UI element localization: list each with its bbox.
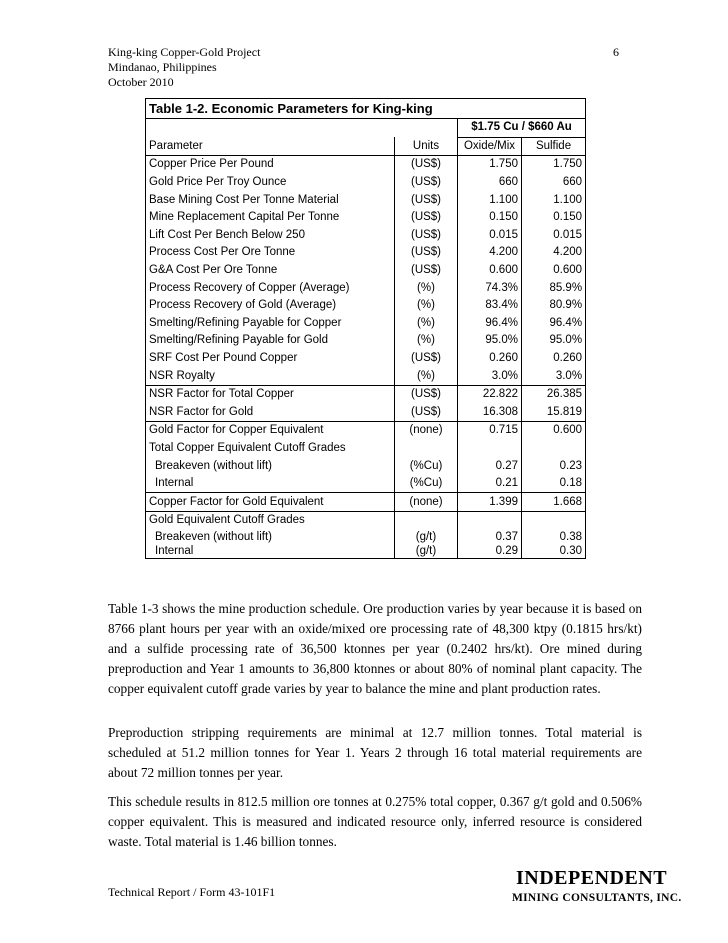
cell-parameter: Gold Price Per Troy Ounce	[146, 174, 395, 192]
economic-parameters-table	[145, 98, 585, 559]
cell-parameter: Breakeven (without lift)	[146, 457, 395, 475]
table-row	[146, 350, 586, 368]
cell-oxide-mix: 1.399	[458, 493, 522, 512]
cell-sulfide: 95.0%	[522, 332, 586, 350]
cell-parameter: Process Recovery of Gold (Average)	[146, 297, 395, 315]
price-header: $1.75 Cu / $660 Au	[458, 119, 586, 138]
cell-sulfide: 96.4%	[522, 315, 586, 333]
cell-sulfide: 660	[522, 174, 586, 192]
cell-units: (US$)	[395, 191, 458, 209]
cell-units: (US$)	[395, 404, 458, 422]
cell-sulfide	[522, 440, 586, 458]
cell-units: (US$)	[395, 156, 458, 174]
col-header-oxide: Oxide/Mix	[458, 137, 522, 156]
cell-sulfide: 15.819	[522, 404, 586, 422]
cell-oxide-mix: 1.750	[458, 156, 522, 174]
header-project: King-king Copper-Gold Project	[108, 45, 261, 59]
table-row	[146, 174, 586, 192]
company-logo-subtitle: MINING CONSULTANTS, INC.	[512, 892, 682, 904]
cell-sulfide: 0.30	[522, 544, 586, 559]
cell-sulfide: 3.0%	[522, 367, 586, 385]
cell-sulfide: 0.18	[522, 475, 586, 493]
cell-sulfide: 1.750	[522, 156, 586, 174]
cell-oxide-mix: 0.37	[458, 530, 522, 544]
col-header-parameter: Parameter	[146, 137, 395, 156]
cell-oxide-mix: 4.200	[458, 244, 522, 262]
cell-units: (US$)	[395, 244, 458, 262]
cell-parameter: Total Copper Equivalent Cutoff Grades	[146, 440, 395, 458]
table-row	[146, 191, 586, 209]
cell-oxide-mix: 0.21	[458, 475, 522, 493]
cell-parameter: Smelting/Refining Payable for Gold	[146, 332, 395, 350]
cell-parameter: Gold Equivalent Cutoff Grades	[146, 512, 395, 530]
cell-units: (%Cu)	[395, 475, 458, 493]
cell-parameter: SRF Cost Per Pound Copper	[146, 350, 395, 368]
cell-parameter: G&A Cost Per Ore Tonne	[146, 262, 395, 280]
table-row	[146, 530, 586, 544]
cell-units: (%)	[395, 367, 458, 385]
cell-oxide-mix: 0.600	[458, 262, 522, 280]
cell-units: (%)	[395, 332, 458, 350]
cell-parameter: Copper Price Per Pound	[146, 156, 395, 174]
table-row	[146, 209, 586, 227]
cell-units: (US$)	[395, 262, 458, 280]
cell-sulfide: 1.100	[522, 191, 586, 209]
cell-units	[395, 440, 458, 458]
cell-parameter: Process Cost Per Ore Tonne	[146, 244, 395, 262]
footer-report-title: Technical Report / Form 43-101F1	[108, 885, 276, 899]
cell-units: (US$)	[395, 209, 458, 227]
cell-sulfide: 0.23	[522, 457, 586, 475]
cell-sulfide: 1.668	[522, 493, 586, 512]
paragraph-1: Table 1-3 shows the mine production schedule. Ore production varies by year because it is based on 8766 plant hours per year with an oxide/mixed ore processing rate of 48,300 ktpy (0.1815 hrs/kt) and a sulfide processing rate of 36,500 ktonnes per year (0.2402 hrs/kt). Ore mined during preproduction and Year 1 amounts to 36,800 ktonnes or about 80% of nominal plant capacity. The copper equivalent cutoff grade varies by year to balance the mine and plant production rates.	[108, 601, 642, 696]
table-row	[146, 262, 586, 280]
cell-sulfide: 0.150	[522, 209, 586, 227]
table-title: Table 1-2. Economic Parameters for King-king	[146, 99, 586, 119]
cell-parameter: Copper Factor for Gold Equivalent	[146, 493, 395, 512]
cell-units: (US$)	[395, 385, 458, 403]
table-row	[146, 279, 586, 297]
cell-parameter: Breakeven (without lift)	[146, 530, 395, 544]
cell-units: (none)	[395, 493, 458, 512]
cell-oxide-mix: 83.4%	[458, 297, 522, 315]
paragraph-3: This schedule results in 812.5 million ore tonnes at 0.275% total copper, 0.367 g/t gold and 0.506% copper equivalent. This is measured and indicated resource only, inferred resource is considered waste. Total material is 1.46 billion tonnes.	[108, 794, 642, 849]
cell-oxide-mix	[458, 512, 522, 530]
table-row	[146, 332, 586, 350]
cell-oxide-mix: 1.100	[458, 191, 522, 209]
cell-units: (%)	[395, 279, 458, 297]
table-row	[146, 493, 586, 512]
table-row	[146, 297, 586, 315]
cell-units: (%)	[395, 315, 458, 333]
cell-parameter: NSR Factor for Gold	[146, 404, 395, 422]
cell-sulfide: 26.385	[522, 385, 586, 403]
cell-sulfide: 0.015	[522, 227, 586, 245]
table-row	[146, 440, 586, 458]
cell-units: (%)	[395, 297, 458, 315]
cell-parameter: Mine Replacement Capital Per Tonne	[146, 209, 395, 227]
cell-sulfide: 85.9%	[522, 279, 586, 297]
cell-parameter: Internal	[146, 544, 395, 559]
table-row	[146, 544, 586, 559]
cell-units: (US$)	[395, 227, 458, 245]
table-row	[146, 227, 586, 245]
cell-oxide-mix: 74.3%	[458, 279, 522, 297]
cell-sulfide: 80.9%	[522, 297, 586, 315]
cell-sulfide: 0.600	[522, 262, 586, 280]
header-date: October 2010	[108, 75, 174, 89]
table-row	[146, 422, 586, 440]
cell-units	[395, 512, 458, 530]
cell-sulfide: 0.260	[522, 350, 586, 368]
cell-parameter: NSR Royalty	[146, 367, 395, 385]
cell-sulfide: 0.600	[522, 422, 586, 440]
cell-oxide-mix: 96.4%	[458, 315, 522, 333]
cell-units: (g/t)	[395, 530, 458, 544]
cell-oxide-mix: 22.822	[458, 385, 522, 403]
cell-oxide-mix	[458, 440, 522, 458]
col-header-units: Units	[395, 137, 458, 156]
cell-oxide-mix: 0.150	[458, 209, 522, 227]
col-header-sulfide: Sulfide	[522, 137, 586, 156]
table-row	[146, 512, 586, 530]
cell-parameter: NSR Factor for Total Copper	[146, 385, 395, 403]
header-location: Mindanao, Philippines	[108, 60, 217, 74]
cell-units: (g/t)	[395, 544, 458, 559]
table-row	[146, 404, 586, 422]
cell-oxide-mix: 0.27	[458, 457, 522, 475]
table-row	[146, 315, 586, 333]
cell-sulfide: 4.200	[522, 244, 586, 262]
cell-units: (US$)	[395, 174, 458, 192]
cell-parameter: Internal	[146, 475, 395, 493]
cell-oxide-mix: 3.0%	[458, 367, 522, 385]
cell-sulfide: 0.38	[522, 530, 586, 544]
cell-units: (none)	[395, 422, 458, 440]
cell-sulfide	[522, 512, 586, 530]
table-row	[146, 367, 586, 385]
cell-parameter: Base Mining Cost Per Tonne Material	[146, 191, 395, 209]
cell-oxide-mix: 660	[458, 174, 522, 192]
cell-oxide-mix: 16.308	[458, 404, 522, 422]
cell-oxide-mix: 0.29	[458, 544, 522, 559]
table-row	[146, 156, 586, 174]
cell-parameter: Lift Cost Per Bench Below 250	[146, 227, 395, 245]
cell-oxide-mix: 0.715	[458, 422, 522, 440]
paragraph-2: Preproduction stripping requirements are minimal at 12.7 million tonnes. Total material is scheduled at 51.2 million tonnes for Year 1. Years 2 through 16 total material requirements are about 72 million tonnes per year.	[108, 725, 642, 780]
cell-oxide-mix: 0.015	[458, 227, 522, 245]
cell-parameter: Process Recovery of Copper (Average)	[146, 279, 395, 297]
cell-units: (%Cu)	[395, 457, 458, 475]
table-row	[146, 457, 586, 475]
cell-units: (US$)	[395, 350, 458, 368]
cell-oxide-mix: 0.260	[458, 350, 522, 368]
cell-parameter: Gold Factor for Copper Equivalent	[146, 422, 395, 440]
company-logo-name: INDEPENDENT	[516, 867, 668, 889]
table-row	[146, 475, 586, 493]
cell-parameter: Smelting/Refining Payable for Copper	[146, 315, 395, 333]
page-number: 6	[613, 45, 619, 59]
table-row	[146, 385, 586, 403]
table-row	[146, 244, 586, 262]
cell-oxide-mix: 95.0%	[458, 332, 522, 350]
